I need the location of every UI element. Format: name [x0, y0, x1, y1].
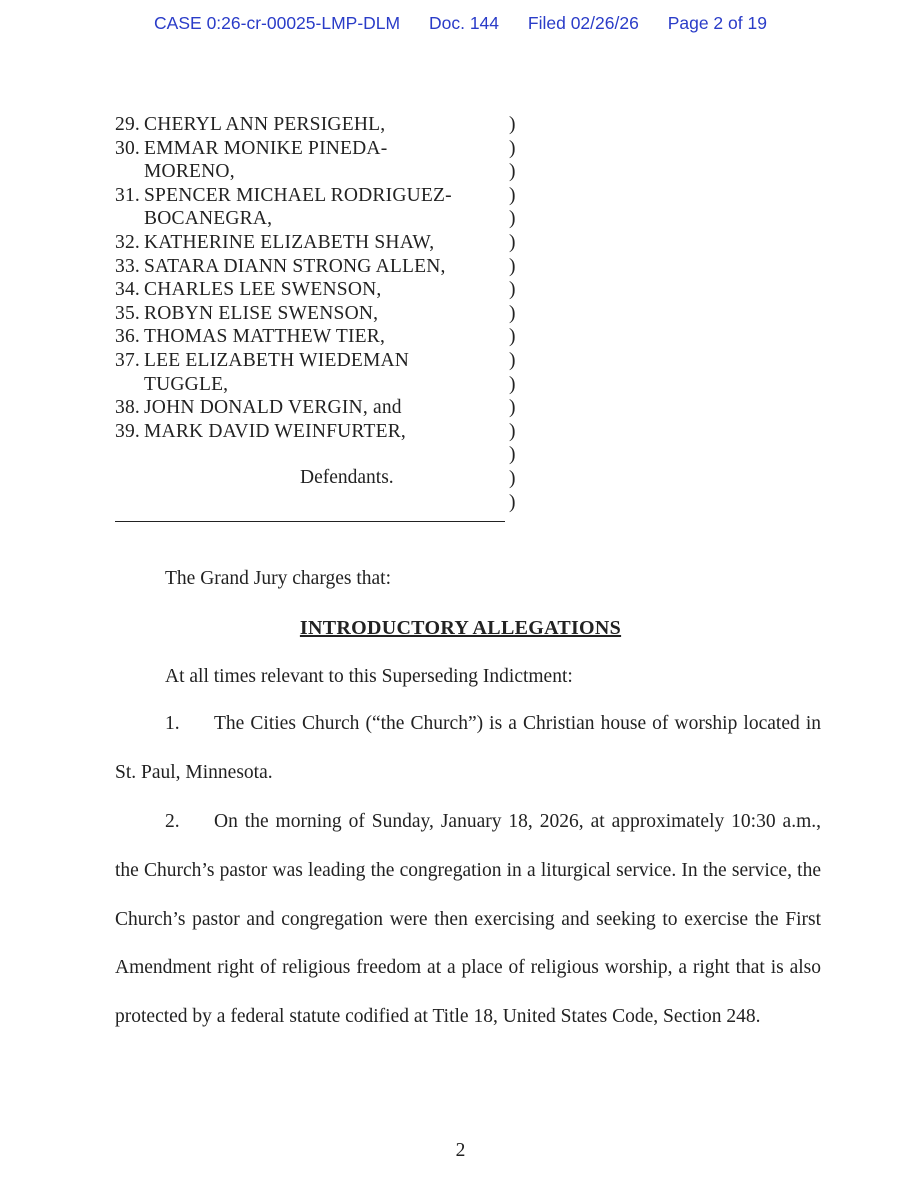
- defendant-item: [115, 325, 452, 349]
- defendant-number: 30.: [115, 137, 140, 159]
- defendant-number: 37.: [115, 349, 140, 371]
- defendant-name-continued: BOCANEGRA,: [144, 208, 273, 230]
- defendant-list: [115, 113, 452, 443]
- caption-paren-column: [509, 113, 516, 514]
- caption-paren: ): [509, 420, 516, 442]
- caption-paren: ): [509, 114, 516, 135]
- page-of-total: Page 2 of 19: [667, 13, 767, 33]
- defendant-number: 39.: [115, 420, 140, 442]
- caption-paren: ): [509, 397, 516, 419]
- defendant-number: 32.: [115, 231, 140, 253]
- defendant-name: SPENCER MICHAEL RODRIGUEZ-: [144, 184, 452, 206]
- caption-paren: ): [509, 255, 516, 277]
- defendant-item: [115, 420, 452, 444]
- defendant-number: 33.: [115, 255, 140, 277]
- defendant-name: JOHN DONALD VERGIN, and: [144, 397, 402, 419]
- caption-paren: ): [509, 302, 516, 324]
- caption-paren: ): [509, 279, 516, 301]
- defendant-number: 31.: [115, 184, 140, 206]
- caption-paren: ): [509, 326, 516, 348]
- defendant-item: [115, 396, 452, 420]
- defendant-number: 34.: [115, 279, 140, 301]
- caption-paren: ): [509, 137, 516, 159]
- caption-paren: ): [509, 444, 516, 466]
- paragraph-text: On the morning of Sunday, January 18, 2026, at approximately 10:30 a.m., the Church’s pastor was leading the congregation in a liturgical service. In the service, the Church’s pastor and congregation were then exercising and seeking to exercise the First Amendment right of religious freedom at a place of religious worship, a right that is also protected by a federal statute codified at Title 18, United States Code, Section 248.: [115, 811, 821, 1028]
- defendants-label: Defendants.: [300, 467, 394, 488]
- defendant-item: [115, 255, 452, 279]
- caption-paren: ): [509, 184, 516, 206]
- defendant-name: SATARA DIANN STRONG ALLEN,: [144, 255, 446, 277]
- defendant-item: [115, 137, 452, 184]
- defendant-item: [115, 184, 452, 231]
- defendant-name: THOMAS MATTHEW TIER,: [144, 326, 386, 348]
- defendant-item: [115, 278, 452, 302]
- caption-paren: ): [509, 467, 516, 489]
- ecf-header: [0, 13, 921, 34]
- defendant-item: [115, 349, 452, 396]
- defendant-number: 38.: [115, 397, 140, 419]
- caption-paren: ): [509, 231, 516, 253]
- caption-divider: [115, 521, 505, 522]
- defendant-name-continued: MORENO,: [144, 161, 235, 183]
- defendant-name: LEE ELIZABETH WIEDEMAN: [144, 349, 410, 371]
- page-number: 2: [455, 1140, 466, 1161]
- section-heading: INTRODUCTORY ALLEGATIONS: [299, 617, 622, 639]
- paragraph-number: 1.: [165, 713, 180, 734]
- caption-paren: ): [509, 491, 516, 513]
- caption-paren: ): [509, 373, 516, 395]
- paragraph-text: The Cities Church (“the Church”) is a Christian house of worship located in St. Paul, Minnesota.: [115, 713, 821, 783]
- defendant-number: 36.: [115, 326, 140, 348]
- caption-paren: ): [509, 208, 516, 230]
- document-number: Doc. 144: [428, 13, 500, 33]
- defendant-item: [115, 302, 452, 326]
- defendant-name: CHARLES LEE SWENSON,: [144, 279, 382, 301]
- paragraph-1: [115, 700, 821, 798]
- defendant-number: 29.: [115, 114, 140, 135]
- caption-paren: ): [509, 349, 516, 371]
- defendant-item: [115, 231, 452, 255]
- grand-jury-charges: The Grand Jury charges that:: [165, 568, 391, 589]
- defendant-name: MARK DAVID WEINFURTER,: [144, 420, 406, 442]
- defendant-name: KATHERINE ELIZABETH SHAW,: [144, 231, 435, 253]
- defendant-name-continued: TUGGLE,: [144, 373, 229, 395]
- relevant-times-line: At all times relevant to this Superseding Indictment:: [165, 666, 573, 687]
- defendant-number: 35.: [115, 302, 140, 324]
- case-number: CASE 0:26-cr-00025-LMP-DLM: [154, 13, 401, 33]
- paragraph-number: 2.: [165, 811, 180, 832]
- defendant-name: EMMAR MONIKE PINEDA-: [144, 137, 388, 159]
- defendant-name: CHERYL ANN PERSIGEHL,: [144, 114, 386, 135]
- defendant-name: ROBYN ELISE SWENSON,: [144, 302, 379, 324]
- defendant-item: [115, 113, 452, 137]
- filed-date: Filed 02/26/26: [527, 13, 639, 33]
- paragraph-2: [115, 798, 821, 1042]
- case-caption: [0, 113, 921, 533]
- caption-paren: ): [509, 161, 516, 183]
